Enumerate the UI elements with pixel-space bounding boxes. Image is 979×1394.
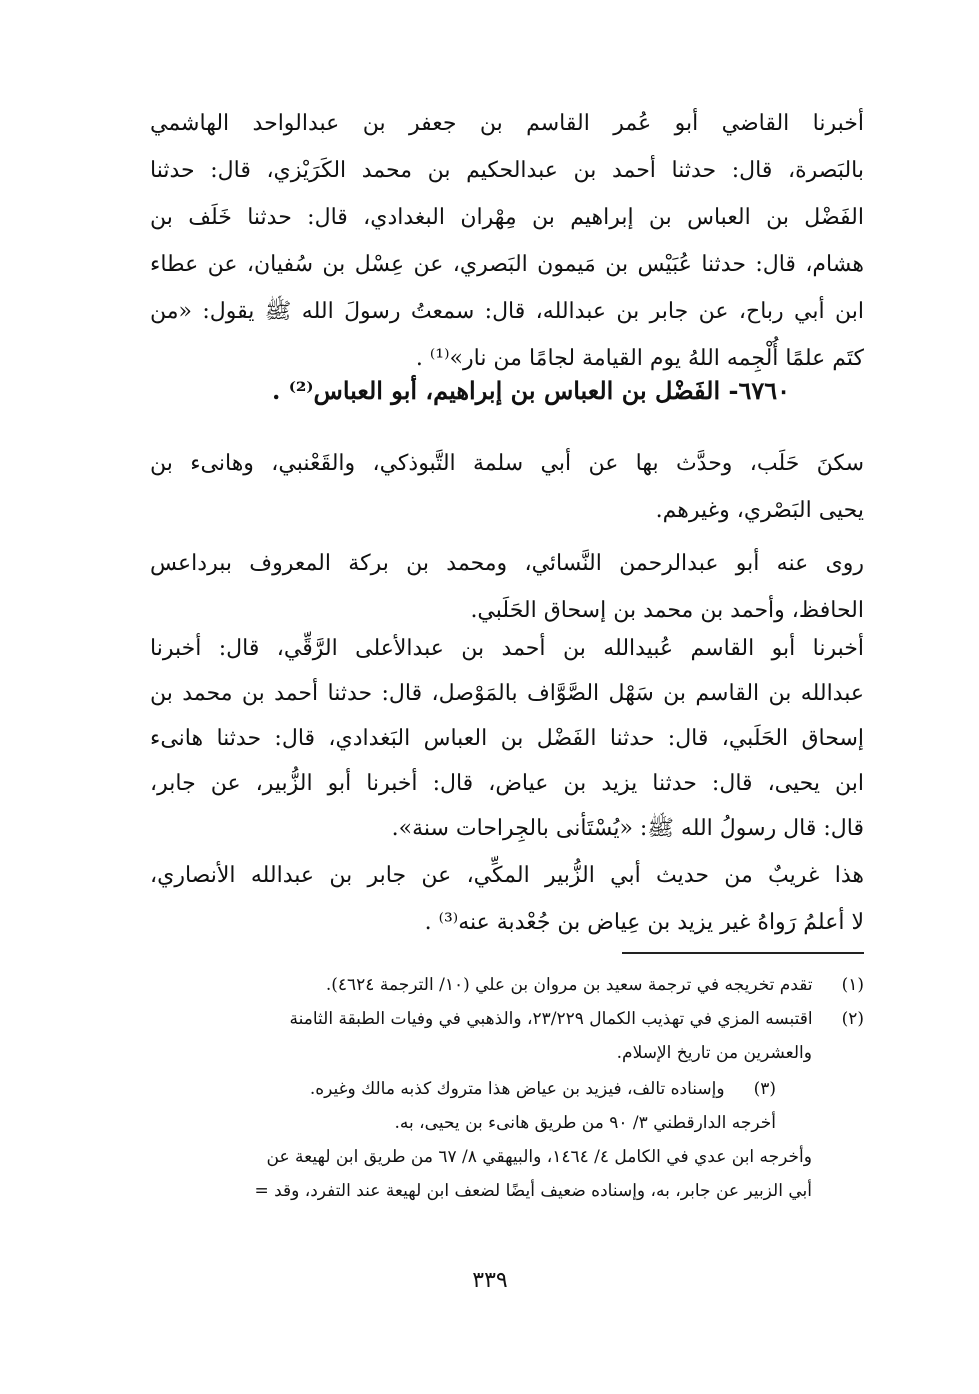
text-line: الفَضْل بن العباس بن إبراهيم بن مِهْران البغدادي، قال: حدثنا خَلَف بن: [150, 205, 864, 230]
narrators-paragraph: [150, 540, 864, 634]
text-line: ابن أبي رباح، عن جابر بن عبدالله، قال: سمعتُ رسولَ الله ﷺ يقول: «من: [150, 299, 864, 324]
footnote-number: (٣): [753, 1079, 776, 1099]
text-line: سكنَ حَلَب، وحدَّث بها عن أبي سلمة التَّبوذكي، والقَعْنبي، وهانىء بن: [150, 451, 864, 476]
footnote-text: اقتبسه المزي في تهذيب الكمال ٢٣/٢٢٩، والذهبي في وفيات الطبقة الثامنة: [289, 1009, 813, 1029]
text-line: هشام، قال: حدثنا عُبَيْس بن مَيمون البَصري، عن عِسْل بن سُفيان، عن عطاء: [150, 252, 864, 277]
text-line: روى عنه أبو عبدالرحمن النَّسائي، ومحمد بن بركة المعروف ببرداعس: [150, 551, 864, 576]
text-line: الحافظ، وأحمد بن محمد بن إسحاق الحَلَبي.: [470, 598, 864, 623]
isnad-paragraph-1: [150, 100, 864, 382]
text-line: إسحاق الحَلَبي، قال: حدثنا الفَضْل بن العباس البَغدادي، قال: حدثنا هانىء: [150, 726, 864, 751]
footnote-2: [150, 1002, 864, 1070]
text-line: كتَم علمًا أُلْجِمه اللهُ يوم القيامة لجامًا من نار»⁽¹⁾ .: [415, 346, 864, 371]
text-line: أخبرنا أبو القاسم عُبيدالله بن أحمد بن عبدالأعلى الرَّقِّي، قال: أخبرنا: [150, 636, 864, 661]
footnote-number: (١): [841, 975, 864, 995]
commentary-paragraph: [150, 852, 864, 946]
text-line: أخبرنا القاضي أبو عُمر القاسم بن جعفر بن عبدالواحد الهاشمي: [150, 111, 864, 136]
footnote-line: أخرجه الدارقطني ٣/ ٩٠ من طريق هانىء بن يحيى، به.: [394, 1113, 776, 1133]
isnad-paragraph-2: [150, 626, 864, 851]
text-line: لا أعلمُ رَواهُ غير يزيد بن عِياض بن جُعْدبة عنه⁽³⁾ .: [424, 910, 864, 935]
footnote-1: [150, 968, 864, 1002]
text-line: عبدالله بن القاسم بن سَهْل الصَّوَّاف بالمَوْصل، قال: حدثنا أحمد بن محمد بن: [150, 681, 864, 706]
text-line: هذا غريبٌ من حديث أبي الزُّبير المكِّي، عن جابر بن عبدالله الأنصاري،: [150, 863, 864, 888]
footnote-divider: [622, 952, 864, 954]
footnote-line: وأخرجه ابن عدي في الكامل ٤/ ١٤٦٤، والبيهقي ٨/ ٦٧ من طريق ابن لهيعة عن: [266, 1147, 812, 1167]
text-line: يحيى البَصْري، وغيرهم.: [655, 498, 864, 523]
footnote-continuation: والعشرين من تاريخ الإسلام.: [616, 1043, 812, 1063]
footnote-text: تقدم تخريجه في ترجمة سعيد بن مروان بن علي (١٠/ الترجمة ٤٦٢٤).: [325, 975, 813, 995]
text-line: قال: قال رسولُ الله ﷺ: «يُسْتَأنى بالجِراحات سنة».: [391, 816, 864, 841]
biography-paragraph: [150, 440, 864, 534]
text-line: بالبَصرة، قال: حدثنا أحمد بن عبدالحكيم بن محمد الكَرَيْزي، قال: حدثنا: [150, 158, 864, 183]
footnote-number: (٢): [841, 1009, 864, 1029]
page-number: ٣٣٩: [472, 1268, 508, 1293]
text-line: ابن يحيى، قال: حدثنا يزيد بن عياض، قال: أخبرنا أبو الزُّبير، عن جابر،: [150, 771, 864, 796]
footnote-3: [150, 1072, 864, 1208]
footnote-text: وإسناده تالف، فيزيد بن عياض هذا متروك كذبه مالك وغيره.: [309, 1079, 725, 1099]
footnote-line: أبي الزبير عن جابر، به، وإسناده ضعيف أيضًا لضعف ابن لهيعة عند التفرد، وقد =: [254, 1181, 812, 1201]
entry-heading: ٦٧٦٠- الفَضْل بن العباس بن إبراهيم، أبو العباس⁽²⁾ .: [272, 376, 790, 405]
